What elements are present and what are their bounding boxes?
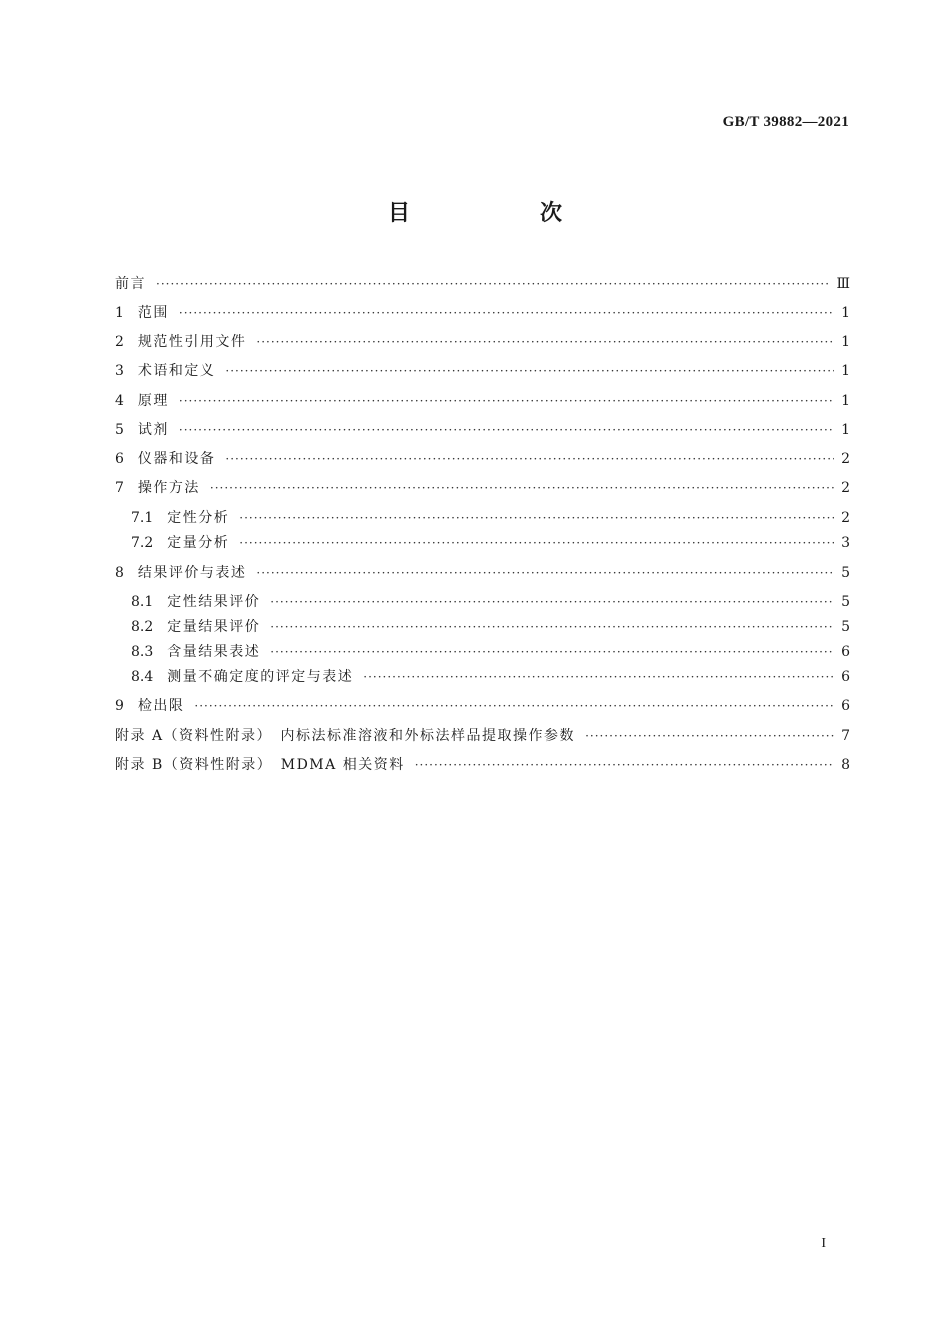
toc-dot-leader xyxy=(270,615,834,639)
toc-entry-8[interactable] xyxy=(115,561,850,585)
toc-entry-number: 3 xyxy=(115,363,124,379)
toc-entry-number: 8.4 xyxy=(131,669,154,685)
page-number: I xyxy=(821,1236,826,1251)
toc-entry-8-2[interactable] xyxy=(115,615,850,639)
toc-entry-number: 8.2 xyxy=(131,619,154,635)
toc-dot-leader xyxy=(225,447,834,471)
toc-entry-title: 原理 xyxy=(137,393,169,409)
toc-entry-title: 规范性引用文件 xyxy=(137,334,247,350)
toc-dot-leader xyxy=(270,590,834,614)
toc-entry-page: 6 xyxy=(841,669,850,685)
toc-dot-leader xyxy=(179,418,834,442)
toc-entry-page: 5 xyxy=(841,565,850,581)
toc-entry-page: 5 xyxy=(841,619,850,635)
toc-entry-number: 6 xyxy=(115,451,124,467)
toc-entry-number: 7 xyxy=(115,480,124,496)
toc-dot-leader xyxy=(270,640,834,664)
toc-entry-number: 2 xyxy=(115,334,124,350)
toc-entry-8-4[interactable] xyxy=(115,665,850,689)
toc-entry-title: 前言 xyxy=(115,276,146,292)
toc-entry-title: 定性分析 xyxy=(167,510,230,526)
toc-entry-page: 1 xyxy=(841,422,850,438)
toc-entry-7-1[interactable] xyxy=(115,506,850,530)
standard-number: GB/T 39882—2021 xyxy=(722,114,849,130)
toc-dot-leader xyxy=(239,506,834,530)
toc-entry-title: 定性结果评价 xyxy=(167,594,261,610)
toc-entry-8-3[interactable] xyxy=(115,640,850,664)
toc-dot-leader xyxy=(156,272,830,296)
toc-dot-leader xyxy=(256,561,834,585)
toc-entry-number: 1 xyxy=(115,305,124,321)
toc-dot-leader xyxy=(194,694,834,718)
toc-entry-appendix-a[interactable] xyxy=(115,724,850,748)
toc-entry-title: 定量结果评价 xyxy=(167,619,261,635)
toc-entry-title: 试剂 xyxy=(137,422,169,438)
toc-entry-title: 定量分析 xyxy=(167,535,230,551)
toc-entry-page: 1 xyxy=(841,363,850,379)
toc-dot-leader xyxy=(210,476,834,500)
toc-entry-page: 8 xyxy=(841,757,850,773)
toc-entry-number: 7.1 xyxy=(131,510,154,526)
toc-entry-page: 2 xyxy=(841,480,850,496)
toc-entry-title: 范围 xyxy=(137,305,169,321)
toc-dot-leader xyxy=(256,330,834,354)
toc-entry-title: 仪器和设备 xyxy=(137,451,216,467)
toc-entry-number: 5 xyxy=(115,422,124,438)
toc-entry-page: 2 xyxy=(841,510,850,526)
toc-entry-page: 6 xyxy=(841,698,850,714)
toc-entry-8-1[interactable] xyxy=(115,590,850,614)
toc-entry-number: 7.2 xyxy=(131,535,154,551)
toc-entry-page: 7 xyxy=(841,728,850,744)
toc-entry-page: 1 xyxy=(841,393,850,409)
toc-entry-title: 含量结果表述 xyxy=(167,644,261,660)
toc-entry-4[interactable] xyxy=(115,389,850,413)
toc-entry-1[interactable] xyxy=(115,301,850,325)
toc-entry-page: 1 xyxy=(841,305,850,321)
toc-entry-title: 操作方法 xyxy=(137,480,200,496)
toc-entry-preface[interactable] xyxy=(115,272,850,296)
toc-entry-6[interactable] xyxy=(115,447,850,471)
toc-dot-leader xyxy=(179,301,834,325)
toc-entry-appendix-b[interactable] xyxy=(115,753,850,777)
toc-entry-title: 检出限 xyxy=(137,698,185,714)
toc-entry-page: 3 xyxy=(841,535,850,551)
toc-entry-number: 9 xyxy=(115,698,124,714)
toc-entry-5[interactable] xyxy=(115,418,850,442)
toc-entry-page: 5 xyxy=(841,594,850,610)
toc-entry-9[interactable] xyxy=(115,694,850,718)
toc-entry-number: 4 xyxy=(115,393,124,409)
toc-entry-number: 8 xyxy=(115,565,124,581)
toc-entry-title: 附录 B（资料性附录） MDMA 相关资料 xyxy=(115,757,405,773)
toc-entry-number: 8.1 xyxy=(131,594,154,610)
toc-entry-2[interactable] xyxy=(115,330,850,354)
toc-dot-leader xyxy=(363,665,834,689)
toc-entry-7-2[interactable] xyxy=(115,531,850,555)
toc-dot-leader xyxy=(415,753,834,777)
toc-entry-title: 附录 A（资料性附录） 内标法标准溶液和外标法样品提取操作参数 xyxy=(115,728,576,744)
toc-entry-7[interactable] xyxy=(115,476,850,500)
toc-entry-page: 1 xyxy=(841,334,850,350)
toc-entry-number: 8.3 xyxy=(131,644,154,660)
toc-dot-leader xyxy=(585,724,834,748)
toc-entry-page: Ⅲ xyxy=(836,276,850,292)
toc-entry-3[interactable] xyxy=(115,359,850,383)
toc-dot-leader xyxy=(239,531,834,555)
toc-dot-leader xyxy=(179,389,834,413)
toc-dot-leader xyxy=(225,359,834,383)
toc-entry-page: 6 xyxy=(841,644,850,660)
toc-entry-page: 2 xyxy=(841,451,850,467)
toc-entry-title: 结果评价与表述 xyxy=(137,565,247,581)
toc-entry-title: 术语和定义 xyxy=(137,363,216,379)
page-title: 目 次 xyxy=(387,201,616,226)
toc-entry-title: 测量不确定度的评定与表述 xyxy=(167,669,354,685)
